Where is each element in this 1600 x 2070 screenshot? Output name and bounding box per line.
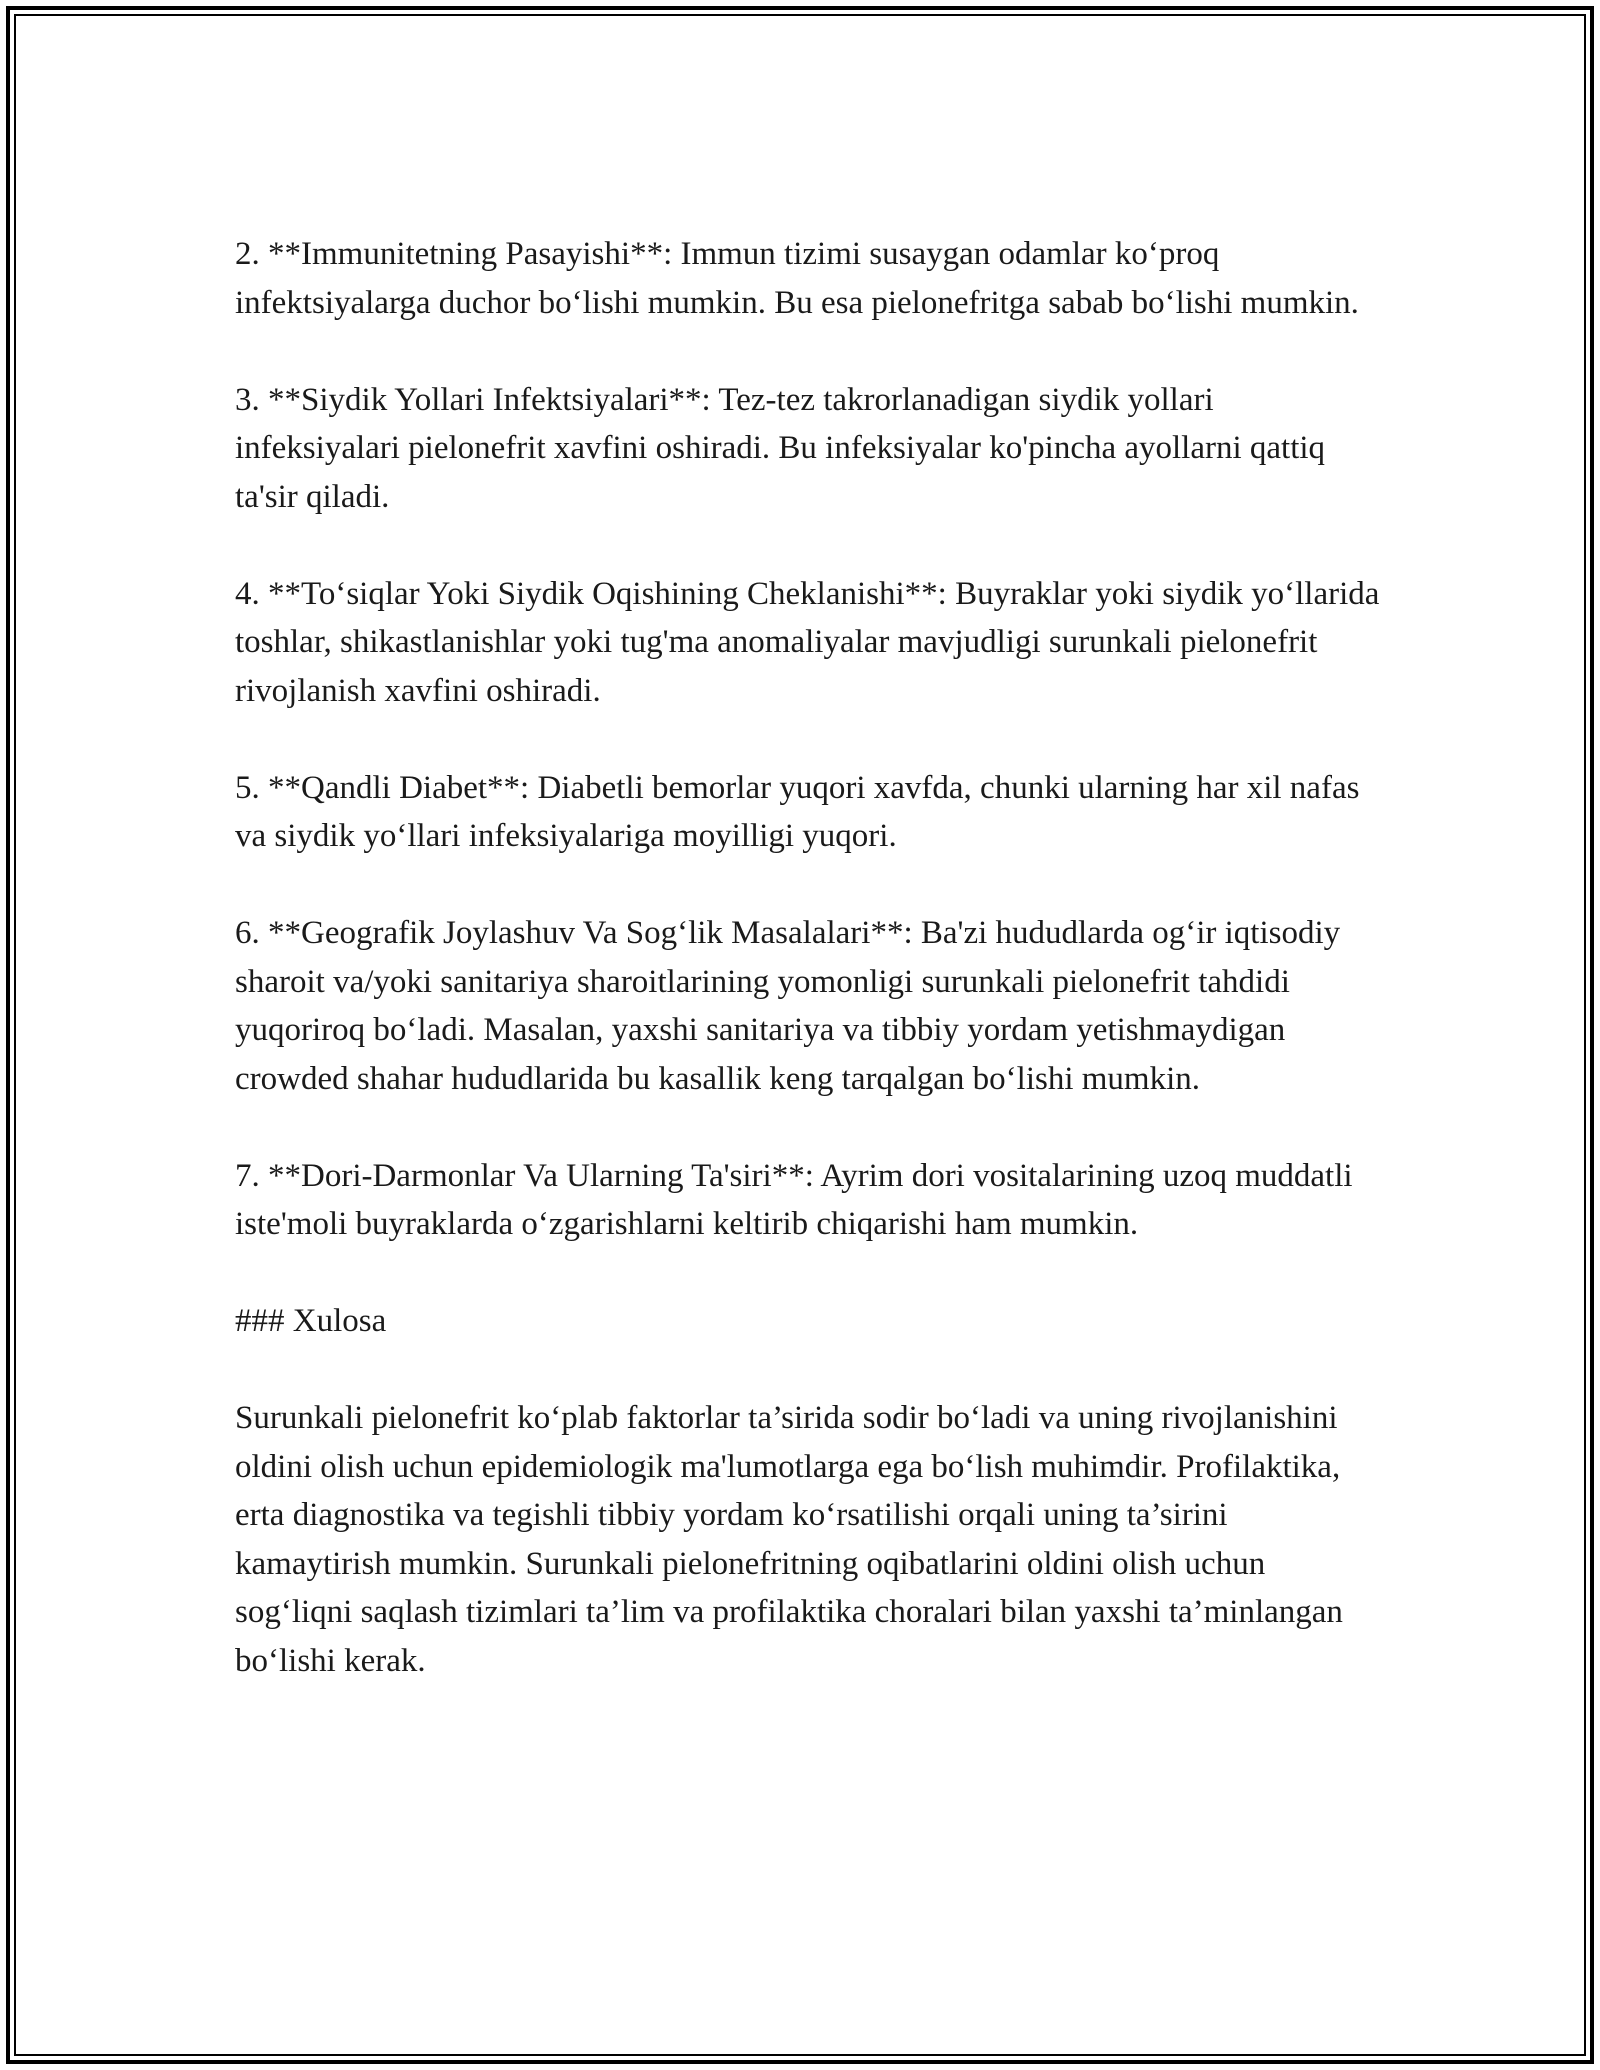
list-item-geography: 6. **Geografik Joylashuv Va Sog‘lik Masalalari**: Ba'zi hududlarda og‘ir iqtisodiy sharoit va/yoki sanitariya sharoitlarining yomonligi surunkali pielonefrit tahdidi yuqoriroq bo‘ladi. Masalan, yaxshi sanitariya va tibbiy yordam yetishmaydigan crowded shahar hududlarida bu kasallik keng tarqalgan bo‘lishi mumkin. xyxy=(235,915,1341,1097)
conclusion-paragraph: Surunkali pielonefrit ko‘plab faktorlar ta’sirida sodir bo‘ladi va uning rivojlanishini oldini olish uchun epidemiologik ma'lumotlarga ega bo‘lish muhimdir. Profilaktika, erta diagnostika va tegishli tibbiy yordam ko‘rsatilishi orqali uning ta’sirini kamaytirish mumkin. Surunkali pielonefritning oqibatlarini oldini olish uchun sog‘liqni saqlash tizimlari ta’lim va profilaktika choralari bilan yaxshi ta’minlangan bo‘lishi kerak. xyxy=(235,1400,1343,1679)
list-item-immunity: 2. **Immunitetning Pasayishi**: Immun tizimi susaygan odamlar ko‘proq infektsiyalarga duchor bo‘lishi mumkin. Bu esa pielonefritga sabab bo‘lishi mumkin. xyxy=(235,236,1359,321)
list-item-urinary-infections: 3. **Siydik Yollari Infektsiyalari**: Tez-tez takrorlanadigan siydik yollari infeksiyalari pielonefrit xavfini oshiradi. Bu infeksiyalar ko'pincha ayollarni qattiq ta'sir qiladi. xyxy=(235,381,1326,515)
list-item-medications: 7. **Dori-Darmonlar Va Ularning Ta'siri**: Ayrim dori vositalarining uzoq muddatli iste'moli buyraklarda o‘zgarishlarni keltirib chiqarishi ham mumkin. xyxy=(235,1157,1353,1242)
document-body xyxy=(235,230,1385,1685)
list-item-obstructions: 4. **To‘siqlar Yoki Siydik Oqishining Cheklanishi**: Buyraklar yoki siydik yo‘llarida toshlar, shikastlanishlar yoki tug'ma anomaliyalar mavjudligi surunkali pielonefrit rivojlanish xavfini oshiradi. xyxy=(235,575,1380,709)
section-heading-conclusion: ### Xulosa xyxy=(235,1303,387,1339)
list-item-diabetes: 5. **Qandli Diabet**: Diabetli bemorlar yuqori xavfda, chunki ularning har xil nafas va siydik yo‘llari infeksiyalariga moyilligi yuqori. xyxy=(235,769,1360,854)
